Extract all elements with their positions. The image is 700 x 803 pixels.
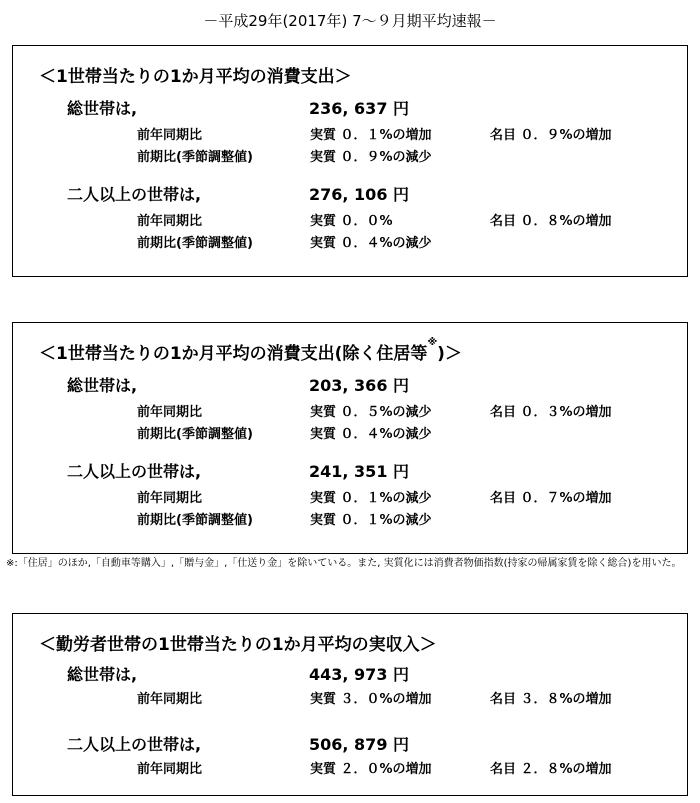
box-consumption — [12, 45, 688, 277]
row-real: 実質 ０．１%の増加 — [310, 128, 432, 143]
box-title-text: ＜1世帯当たりの1か月平均の消費支出＞ — [39, 67, 352, 87]
box-title — [39, 630, 437, 655]
row-name: 前年同期比 — [137, 128, 203, 143]
row-nominal: 名目 ０．３%の増加 — [490, 405, 612, 420]
row-real: 実質 ０．９%の減少 — [310, 150, 432, 165]
footnote-mark: ※ — [427, 337, 438, 348]
row-real: 実質 ０．１%の減少 — [310, 513, 432, 528]
row-name: 前年同期比 — [137, 491, 203, 506]
box-title-text: ＜勤労者世帯の1世帯当たりの1か月平均の実収入＞ — [39, 635, 437, 655]
row-nominal: 名目 ３．８%の増加 — [490, 692, 612, 707]
row-name: 前期比(季節調整値) — [137, 427, 253, 442]
group-amount: 241, 351 円 — [309, 462, 410, 481]
group-label: 二人以上の世帯は, — [67, 185, 202, 204]
page-header: －平成29年(2017年) 7～９月期平均速報－ — [203, 12, 497, 30]
box-title-text: ＜1世帯当たりの1か月平均の消費支出(除く住居等 — [39, 344, 428, 364]
row-name: 前期比(季節調整値) — [137, 150, 253, 165]
row-nominal: 名目 ０．９%の増加 — [490, 128, 612, 143]
group-amount: 203, 366 円 — [309, 376, 410, 395]
row-real: 実質 ２．０%の増加 — [310, 762, 432, 777]
row-nominal: 名目 ０．８%の増加 — [490, 214, 612, 229]
row-name: 前年同期比 — [137, 762, 203, 777]
row-real: 実質 ０．４%の減少 — [310, 236, 432, 251]
group-amount: 506, 879 円 — [309, 735, 410, 754]
box-title — [39, 339, 462, 364]
footnote: ※:「住居」のほか,「自動車等購入」,「贈与金」,「仕送り金」を除いている。また, 実質化には消費者物価指数(持家の帰属家賃を除く総合)を用いた。 — [6, 558, 682, 569]
row-real: 実質 ０．５%の減少 — [310, 405, 432, 420]
row-name: 前期比(季節調整値) — [137, 236, 253, 251]
row-name: 前年同期比 — [137, 214, 203, 229]
row-name: 前年同期比 — [137, 692, 203, 707]
box-worker-income — [12, 613, 688, 796]
group-label: 総世帯は, — [67, 99, 138, 118]
row-name: 前期比(季節調整値) — [137, 513, 253, 528]
row-name: 前年同期比 — [137, 405, 203, 420]
row-real: 実質 ０．１%の減少 — [310, 491, 432, 506]
group-amount: 276, 106 円 — [309, 185, 410, 204]
group-label: 二人以上の世帯は, — [67, 462, 202, 481]
group-amount: 443, 973 円 — [309, 665, 410, 684]
row-nominal: 名目 ２．８%の増加 — [490, 762, 612, 777]
row-nominal: 名目 ０．７%の増加 — [490, 491, 612, 506]
group-label: 二人以上の世帯は, — [67, 735, 202, 754]
box-consumption-excl-housing — [12, 322, 688, 554]
row-real: 実質 ０．４%の減少 — [310, 427, 432, 442]
row-real: 実質 ０．０% — [310, 214, 393, 229]
group-label: 総世帯は, — [67, 376, 138, 395]
box-title — [39, 62, 352, 87]
row-real: 実質 ３．０%の増加 — [310, 692, 432, 707]
group-amount: 236, 637 円 — [309, 99, 410, 118]
box-title-end: )＞ — [437, 344, 462, 364]
group-label: 総世帯は, — [67, 665, 138, 684]
